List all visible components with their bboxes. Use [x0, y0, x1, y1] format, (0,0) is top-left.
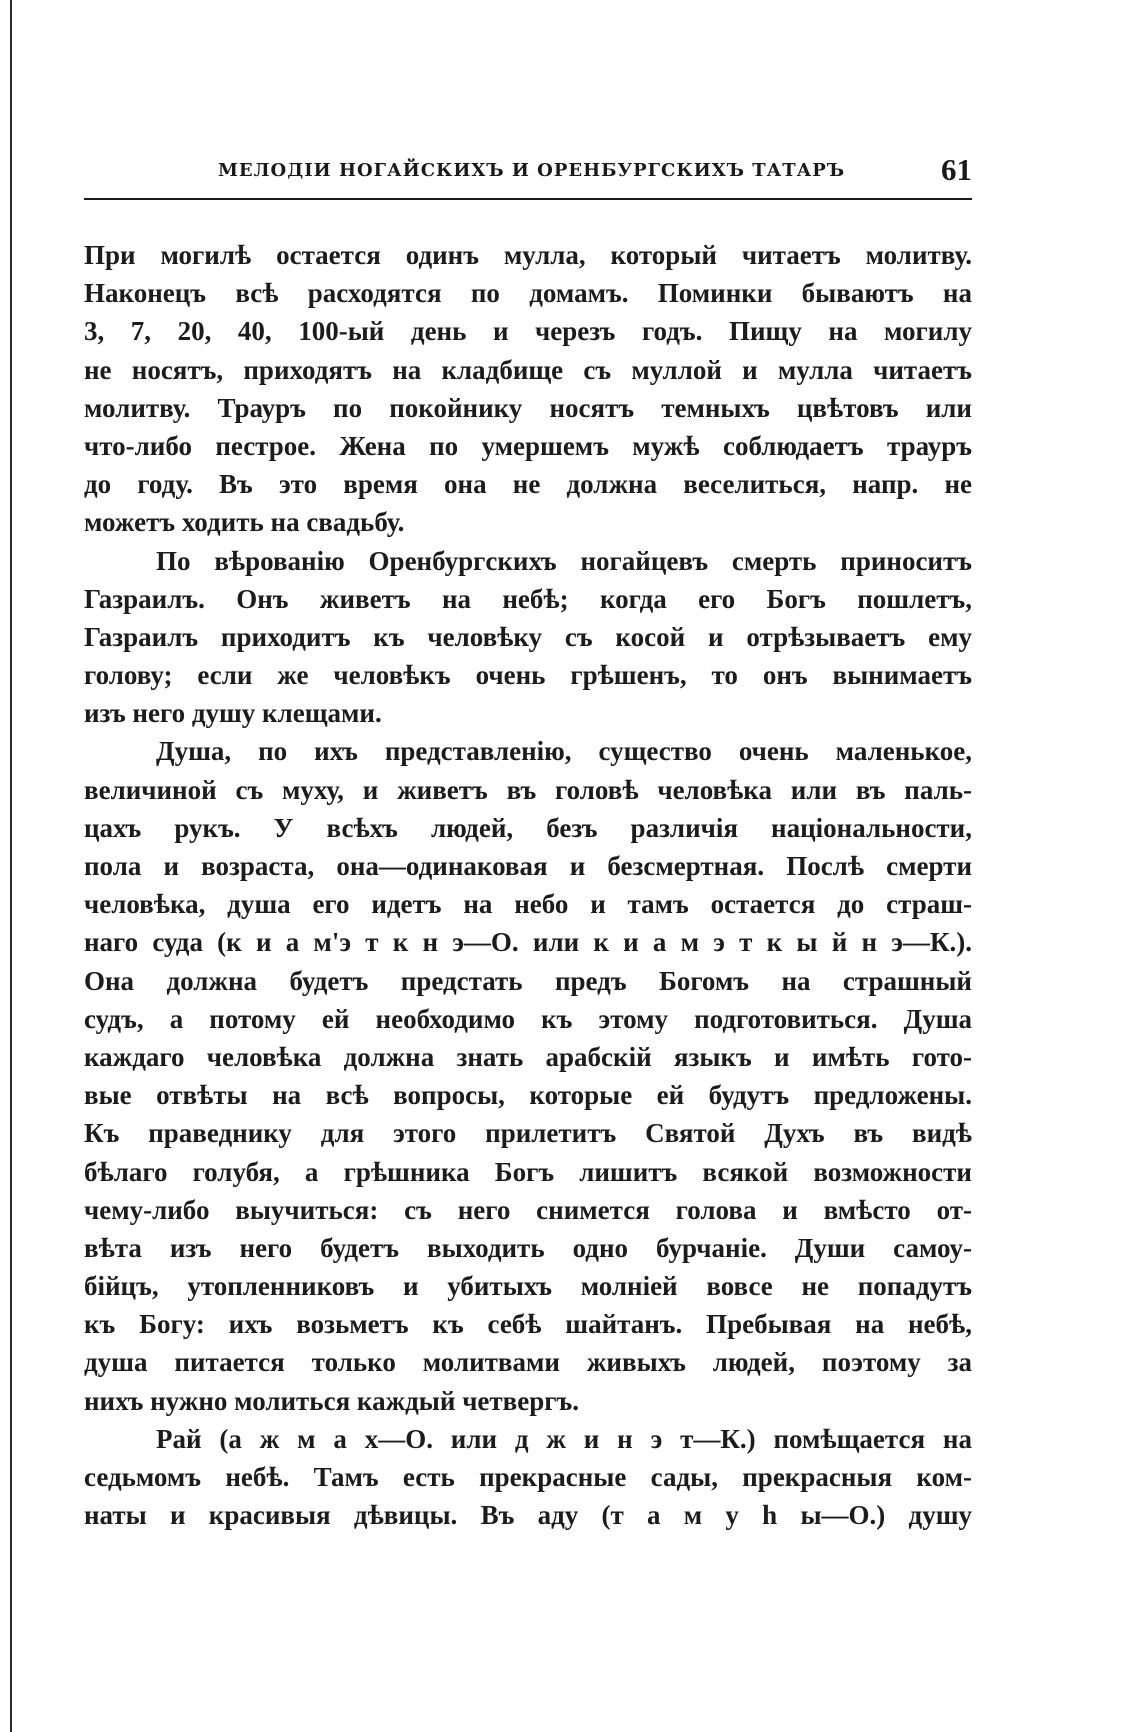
- text-line: судъ, а потому ей необходимо къ этому подготовиться. Душа: [84, 1003, 972, 1034]
- text-line: седьмомъ небѣ. Тамъ есть прекрасные сады, прекрасныя ком-: [84, 1462, 972, 1492]
- text-line: что-либо пестрое. Жена по умершемъ мужѣ соблюдаетъ трауръ: [84, 430, 972, 461]
- header-rule: [84, 198, 972, 200]
- text-line: каждаго человѣка должна знать арабскій языкъ и имѣть гото-: [84, 1041, 972, 1072]
- page-number: 61: [941, 152, 972, 187]
- paragraph: [84, 1420, 972, 1535]
- text-line: Наконецъ всѣ расходятся по домамъ. Поминки бываютъ на: [84, 278, 972, 309]
- text-line: наго суда (к и а м'э т к н э—О. или к и а м э т к ы й н э—К.).: [84, 927, 972, 958]
- text-line: душа питается только молитвами живыхъ людей, поэтому за: [84, 1347, 972, 1378]
- text-line: чему-либо выучиться: съ него снимется голова и вмѣсто от-: [84, 1194, 972, 1225]
- text-line: изъ него душу клещами.: [84, 698, 382, 729]
- paragraph: [84, 542, 972, 733]
- text-line: голову; если же человѣкъ очень грѣшенъ, то онъ вынимаетъ: [84, 660, 972, 691]
- text-line: 3, 7, 20, 40, 100-ый день и черезъ годъ. Пищу на могилу: [84, 316, 972, 347]
- text-line: можетъ ходить на свадьбу.: [84, 507, 405, 538]
- text-line: вые отвѣты на всѣ вопросы, которые ей будутъ предложены.: [84, 1080, 972, 1111]
- text-line: человѣка, душа его идетъ на небо и тамъ остается до страш-: [84, 889, 972, 920]
- text-line: нихъ нужно молиться каждый четвергъ.: [84, 1385, 580, 1416]
- page-left-edge: [10, 0, 12, 1732]
- text-line: По вѣрованію Оренбургскихъ ногайцевъ смерть приноситъ: [156, 545, 972, 576]
- text-line: величиной съ муху, и живетъ въ головѣ человѣка или въ паль-: [84, 774, 972, 805]
- text-line: бійцъ, утопленниковъ и убитыхъ молніей вовсе не попадутъ: [84, 1271, 972, 1302]
- text-line: къ Богу: ихъ возьметъ къ себѣ шайтанъ. Пребывая на небѣ,: [84, 1309, 972, 1340]
- text-line: Газраилъ. Онъ живетъ на небѣ; когда его Богъ пошлетъ,: [84, 583, 972, 614]
- text-line: вѣта изъ него будетъ выходить одно бурчаніе. Души самоу-: [84, 1232, 972, 1263]
- text-line: Къ праведнику для этого прилетитъ Святой Духъ въ видѣ: [84, 1118, 972, 1149]
- text-line: Газраилъ приходитъ къ человѣку съ косой и отрѣзываетъ ему: [84, 621, 972, 652]
- text-line: Рай (а ж м а х—О. или д ж и н э т—К.) помѣщается на: [156, 1423, 972, 1454]
- body-text: [84, 236, 972, 1534]
- text-line: до году. Въ это время она не должна веселиться, напр. не: [84, 469, 972, 500]
- text-line: бѣлаго голубя, а грѣшника Богъ лишитъ всякой возможности: [84, 1156, 972, 1187]
- text-line: не носятъ, приходятъ на кладбище съ муллой и мулла читаетъ: [84, 354, 972, 385]
- paragraph: [84, 236, 972, 542]
- text-line: цахъ рукъ. У всѣхъ людей, безъ различія національности,: [84, 812, 972, 843]
- text-line: наты и красивыя дѣвицы. Въ аду (т а м у һ ы—О.) душу: [84, 1500, 972, 1531]
- paragraph: [84, 732, 972, 1419]
- page-header: [84, 150, 972, 194]
- text-line: При могилѣ остается одинъ мулла, который читаетъ молитву.: [84, 240, 972, 270]
- text-line: Она должна будетъ предстать предъ Богомъ на страшный: [84, 965, 972, 996]
- text-line: пола и возраста, она—одинаковая и безсмертная. Послѣ смерти: [84, 851, 972, 881]
- running-head: МЕЛОДІИ НОГАЙСКИХЪ И ОРЕНБУРГСКИХЪ ТАТАРЪ: [218, 160, 846, 181]
- text-line: молитву. Трауръ по покойнику носятъ темныхъ цвѣтовъ или: [84, 392, 972, 423]
- text-line: Душа, по ихъ представленію, существо очень маленькое,: [156, 736, 972, 767]
